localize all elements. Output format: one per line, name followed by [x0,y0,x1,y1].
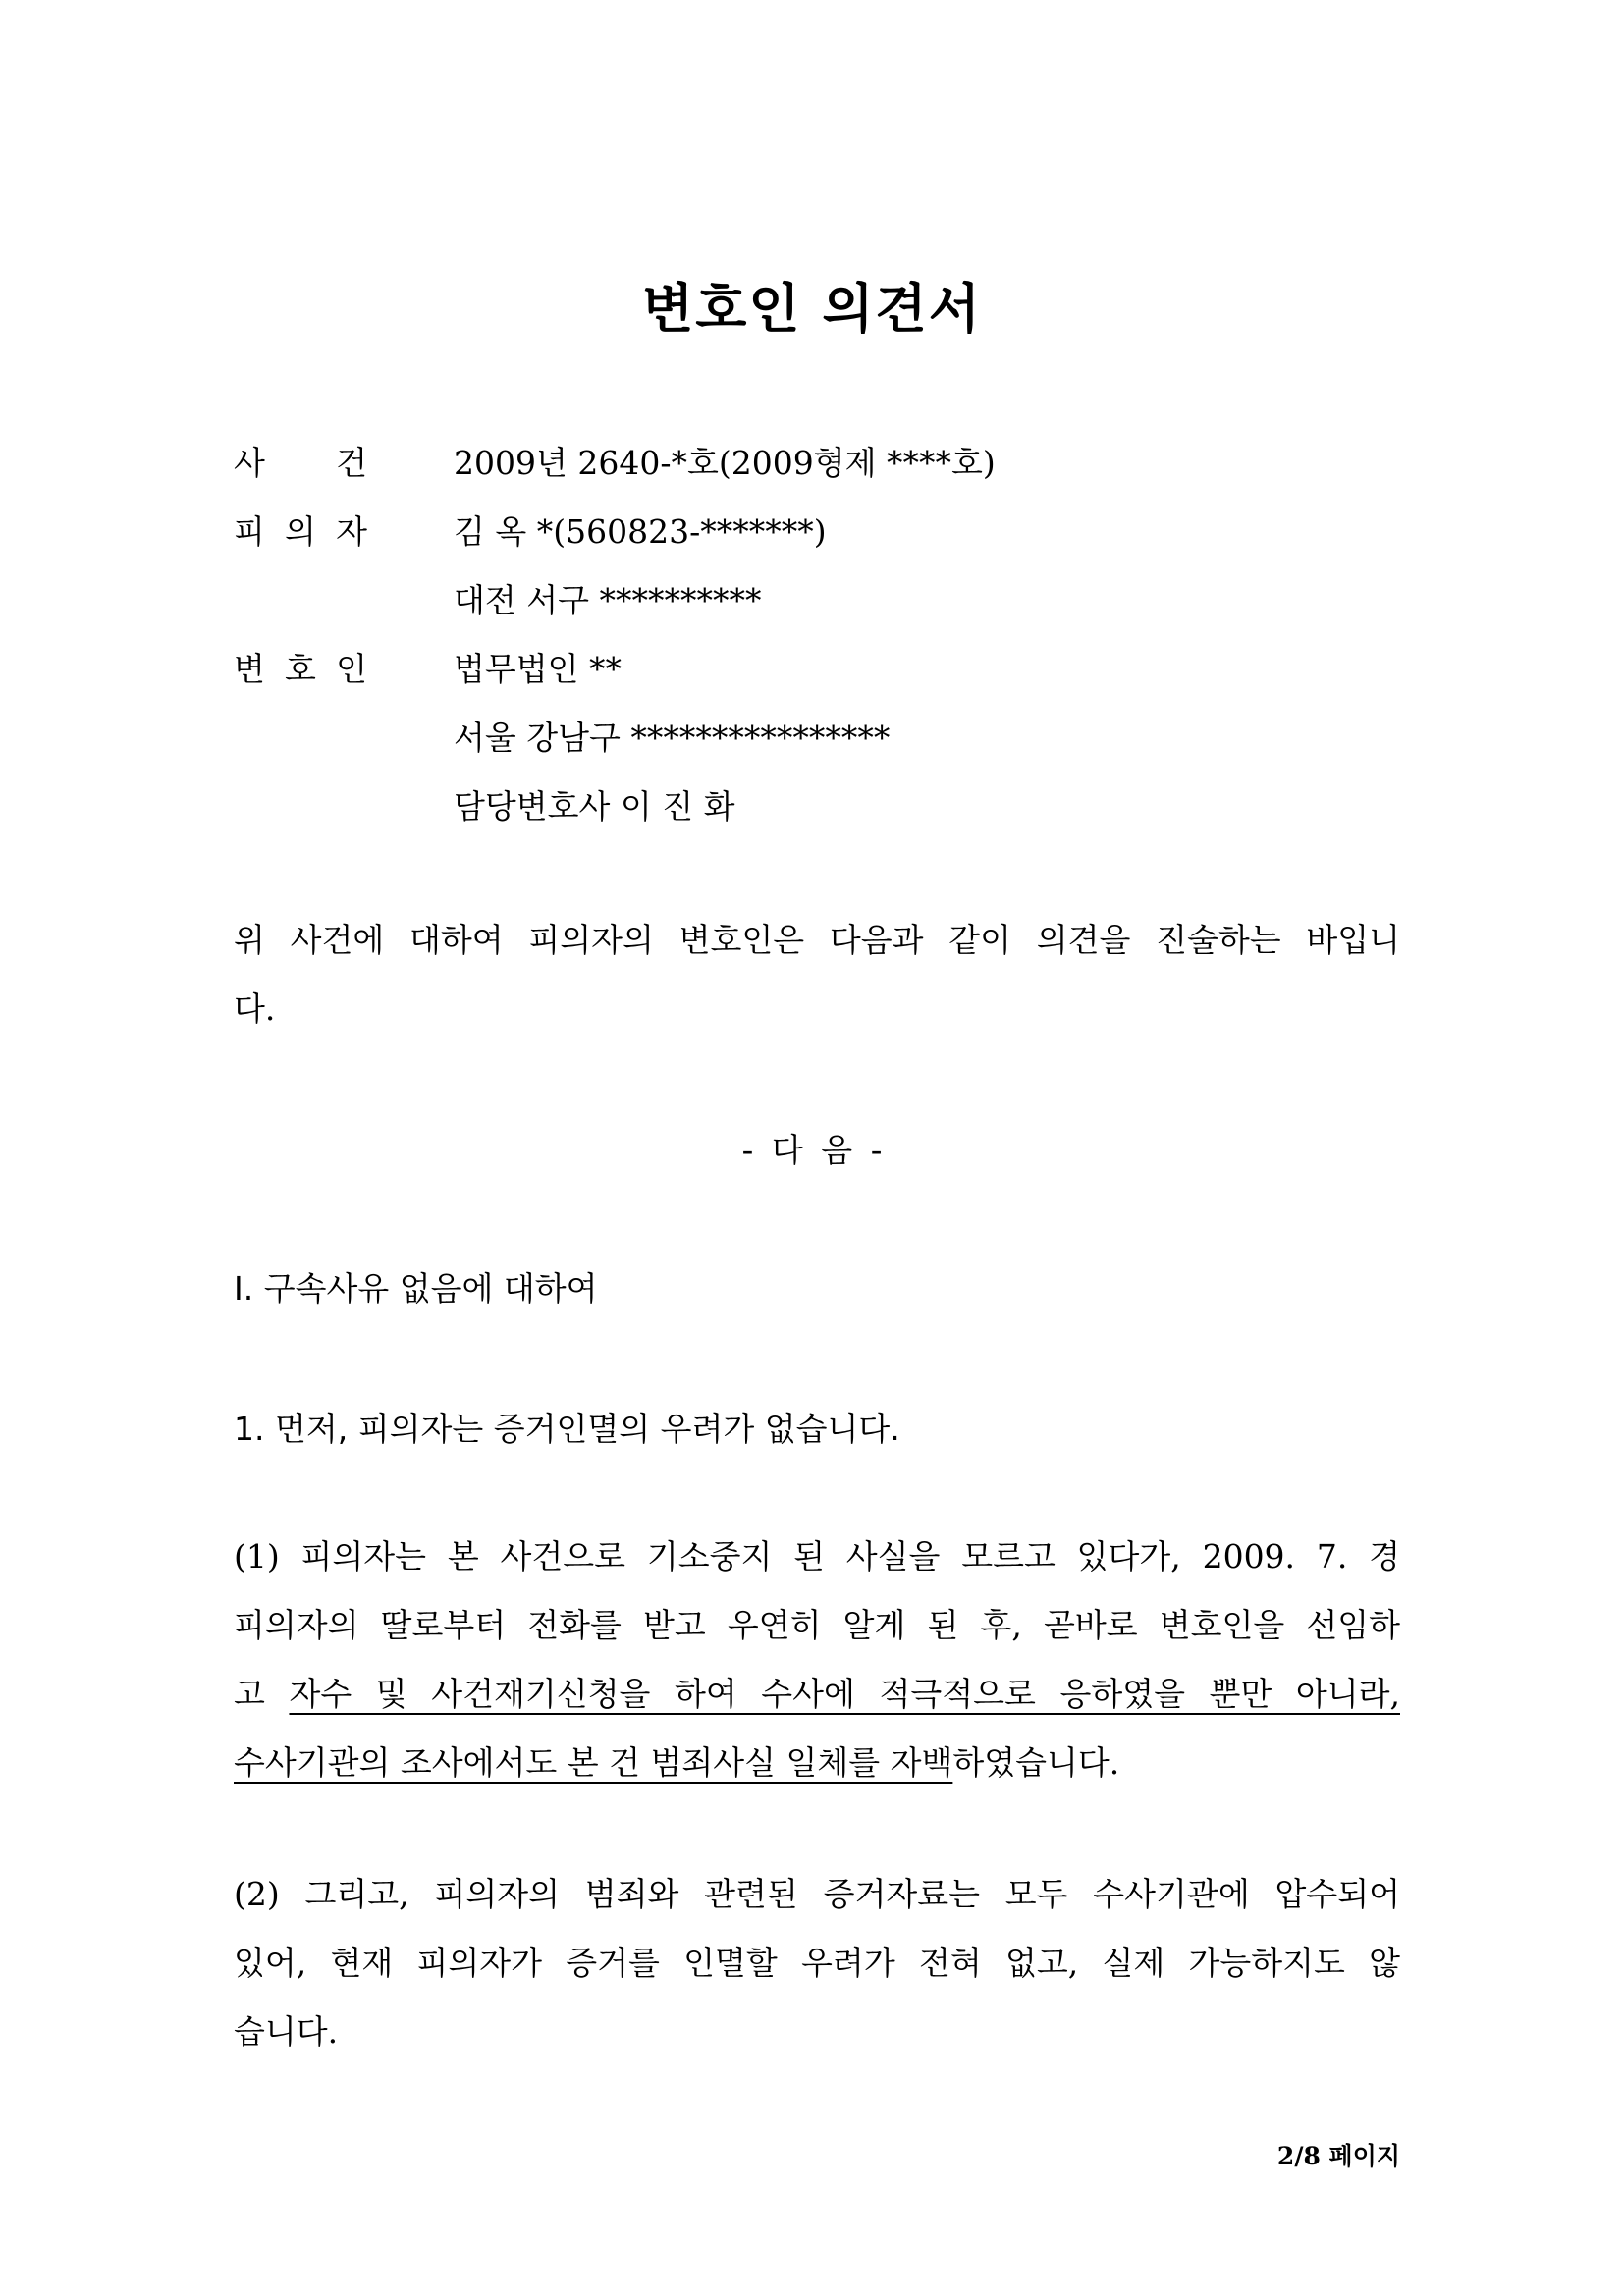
info-value-law-firm: 법무법인 ** [454,650,623,688]
info-value-case-number: 2009년 2640-*호(2009형제 ****호) [454,444,996,482]
document-title: 변호인 의견서 [642,278,982,340]
section-heading: Ⅰ. 구속사유 없음에 대하여 [234,1269,598,1308]
info-label-suspect: 피 의 자 [234,512,367,551]
info-value-suspect-address: 대전 서구 ********** [454,581,762,619]
info-label-attorney: 변 호 인 [234,650,367,688]
info-row-attorney [0,645,1624,694]
paragraph-2 [234,1860,1400,2066]
paragraph-1-line-3 [234,1660,1400,1729]
next-marker: - 다 음 - [741,1131,883,1169]
info-label-case: 사 건 [234,444,367,482]
info-row-law-firm-address [0,714,1624,763]
paragraph-1-line-4 [234,1729,1400,1797]
page-number-footer: 2/8 페이지 [1276,2142,1400,2170]
info-row-lawyer-in-charge [0,782,1624,831]
info-value-suspect-name: 김 옥 *(560823-*******) [454,512,827,551]
info-value-law-firm-address: 서울 강남구 **************** [454,719,891,757]
paragraph-1 [234,1522,1400,1797]
paragraph-1-underlined-text-2: 수사기관의 조사에서도 본 건 범죄사실 일체를 자백 [234,1743,953,1782]
paragraph-1-underlined-text: 자수 및 사건재기신청을 하여 수사에 적극적으로 응하였을 뿐만 아니라, [289,1675,1400,1713]
subheading: 1. 먼저, 피의자는 증거인멸의 우려가 없습니다. [234,1410,900,1448]
paragraph-2-line-1: (2) 그리고, 피의자의 범죄와 관련된 증거자료는 모두 수사기관에 압수되어 [234,1875,1400,1913]
intro-line-1: 위 사건에 대하여 피의자의 변호인은 다음과 같이 의견을 진술하는 바입니 [234,921,1400,959]
paragraph-1-line-1: (1) 피의자는 본 사건으로 기소중지 된 사실을 모르고 있다가, 2009. 7. 경 [234,1537,1400,1575]
info-value-lawyer-in-charge: 담당변호사 이 진 화 [454,787,735,826]
intro-line-2: 다. [234,989,276,1028]
paragraph-1-line-2: 피의자의 딸로부터 전화를 받고 우연히 알게 된 후, 곧바로 변호인을 선임하 [234,1606,1400,1644]
paragraph-2-line-2: 있어, 현재 피의자가 증거를 인멸할 우려가 전혀 없고, 실제 가능하지도 않 [234,1944,1400,1982]
info-row-suspect [0,507,1624,557]
paragraph-1-line-3-plain: 고 [234,1675,290,1713]
paragraph-2-line-3: 습니다. [234,2012,339,2051]
info-row-case [0,439,1624,488]
paragraph-1-line-4-plain: 하였습니다. [952,1743,1120,1782]
intro-paragraph [234,906,1400,1043]
info-row-suspect-address [0,576,1624,625]
